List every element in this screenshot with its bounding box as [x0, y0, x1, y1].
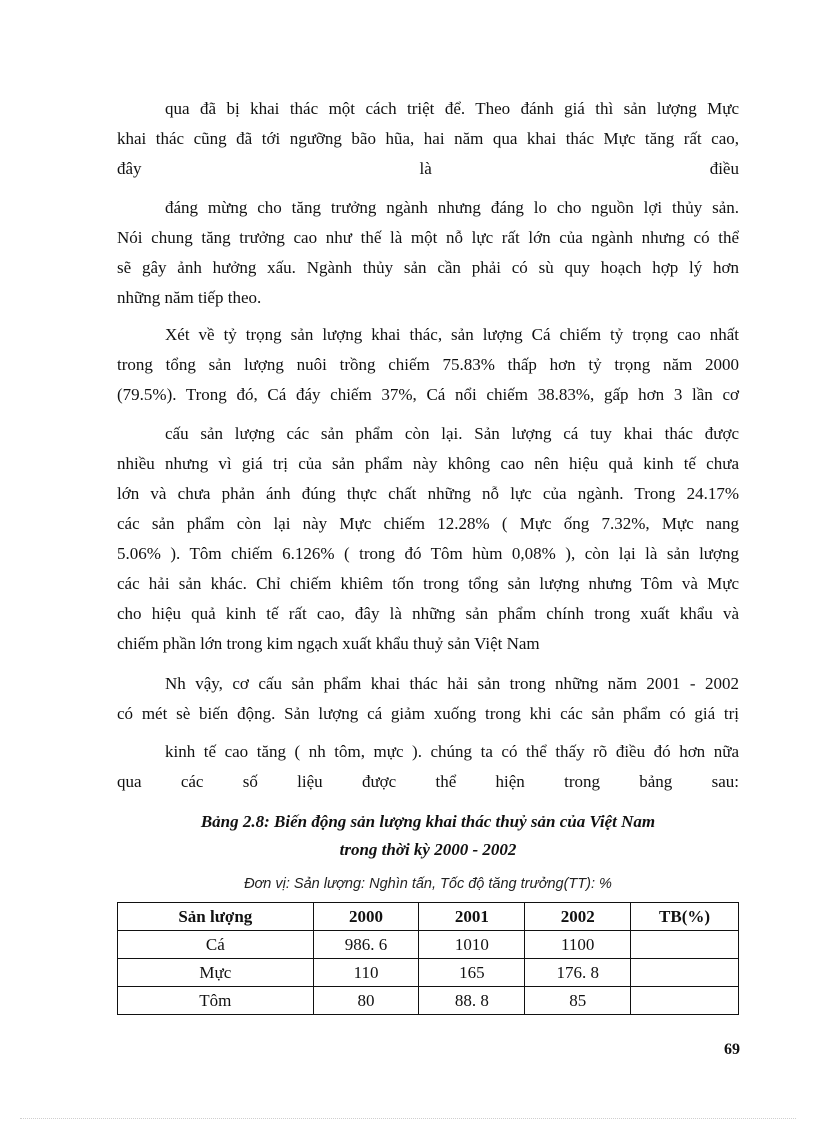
- word: điều: [709, 159, 739, 178]
- word: được: [361, 772, 397, 791]
- table-cell: 165: [419, 959, 525, 987]
- word: sau:: [711, 772, 739, 791]
- column-header: 2001: [419, 903, 525, 931]
- paragraph-line: đáng mừng cho tăng trưởng ngành nhưng đáng lo cho nguồn lợi thủy sản.: [165, 198, 739, 217]
- table-cell: 85: [525, 987, 631, 1015]
- table-cell: 986. 6: [313, 931, 419, 959]
- word: qua: [117, 772, 142, 791]
- paragraph-line: (79.5%). Trong đó, Cá đáy chiếm 37%, Cá nổi chiếm 38.83%, gấp hơn 3 lần cơ: [117, 385, 739, 404]
- paragraph-line: [117, 772, 739, 792]
- word: các: [180, 772, 204, 791]
- paragraph-line: Nh vậy, cơ cấu sản phẩm khai thác hải sản trong những năm 2001 - 2002: [165, 674, 739, 693]
- word: bảng: [639, 772, 673, 791]
- paragraph-line: cấu sản lượng các sản phẩm còn lại. Sản lượng cá tuy khai thác được: [165, 424, 739, 443]
- table-cell: [631, 931, 739, 959]
- word: đây: [117, 159, 142, 178]
- word: liệu: [297, 772, 323, 791]
- paragraph-line: kinh tế cao tăng ( nh tôm, mực ). chúng ta có thể thấy rõ điều đó hơn nữa: [165, 742, 739, 761]
- paragraph-line: Nói chung tăng trưởng cao như thế là một nỗ lực rất lớn của ngành nhưng có thể: [117, 228, 739, 247]
- table-caption: Bảng 2.8: Biến động sản lượng khai thác thuỷ sản của Việt Nam: [200, 812, 656, 831]
- table-cell: Mực: [118, 959, 314, 987]
- word: là: [419, 159, 432, 178]
- paragraph-line: trong tổng sản lượng nuôi trồng chiếm 75.83% thấp hơn tỷ trọng năm 2000: [117, 355, 739, 374]
- paragraph-line: sẽ gây ảnh hưởng xấu. Ngành thủy sản cần phải có sù quy hoạch hợp lý hơn: [117, 258, 739, 277]
- table-row: [118, 987, 739, 1015]
- footer-divider: [20, 1118, 796, 1119]
- column-header: Sản lượng: [118, 903, 314, 931]
- paragraph-line: có mét sè biến động. Sản lượng cá giảm xuống trong khi các sản phẩm có giá trị: [117, 704, 739, 723]
- paragraph-line: khai thác cũng đã tới ngưỡng bão hũa, hai năm qua khai thác Mực tăng rất cao,: [117, 129, 739, 148]
- table-cell: [631, 959, 739, 987]
- paragraph-line: qua đã bị khai thác một cách triệt để. Theo đánh giá thì sản lượng Mực: [165, 99, 739, 118]
- column-header: TB(%): [631, 903, 739, 931]
- paragraph-line: 5.06% ). Tôm chiếm 6.126% ( trong đó Tôm hùm 0,08% ), còn lại là sản lượng: [117, 544, 739, 563]
- paragraph-line: [117, 159, 739, 179]
- table-header-row: [118, 903, 739, 931]
- paragraph-line: Xét về tỷ trọng sản lượng khai thác, sản lượng Cá chiếm tỷ trọng cao nhất: [165, 325, 739, 344]
- table-cell: 110: [313, 959, 419, 987]
- paragraph-line: các hải sản khác. Chỉ chiếm khiêm tốn trong tổng sản lượng nhưng Tôm và Mực: [117, 574, 739, 593]
- table-cell: Tôm: [118, 987, 314, 1015]
- data-table: [117, 902, 739, 1015]
- table-cell: 1100: [525, 931, 631, 959]
- paragraph-line: các sản phẩm còn lại này Mực chiếm 12.28% ( Mực ống 7.32%, Mực nang: [117, 514, 739, 533]
- paragraph-line: cho hiệu quả kinh tế rất cao, đây là những sản phẩm chính trong xuất khẩu và: [117, 604, 739, 623]
- table-row: [118, 931, 739, 959]
- table-cell: 88. 8: [419, 987, 525, 1015]
- column-header: 2002: [525, 903, 631, 931]
- table-caption-subtitle: trong thời kỳ 2000 - 2002: [339, 840, 517, 859]
- table-cell: Cá: [118, 931, 314, 959]
- table-cell: 80: [313, 987, 419, 1015]
- paragraph-line: lớn và chưa phản ánh đúng thực chất những nỗ lực của ngành. Trong 24.17%: [117, 484, 739, 503]
- paragraph-line: chiếm phần lớn trong kim ngạch xuất khẩu thuỷ sản Việt Nam: [117, 634, 540, 653]
- column-header: 2000: [313, 903, 419, 931]
- table-cell: 176. 8: [525, 959, 631, 987]
- page-number: 69: [724, 1041, 740, 1058]
- table-unit-note: Đơn vị: Sản lượng: Nghìn tấn, Tốc độ tăng trưởng(TT): %: [244, 876, 612, 892]
- word: thể: [435, 772, 457, 791]
- word: số: [242, 772, 258, 791]
- table-cell: 1010: [419, 931, 525, 959]
- paragraph-line: nhiều nhưng vì giá trị của sản phẩm này không cao nên hiệu quả kinh tế chưa: [117, 454, 739, 473]
- word: trong: [564, 772, 600, 791]
- table-row: [118, 959, 739, 987]
- word: hiện: [495, 772, 525, 791]
- table-cell: [631, 987, 739, 1015]
- paragraph-line: những năm tiếp theo.: [117, 288, 262, 307]
